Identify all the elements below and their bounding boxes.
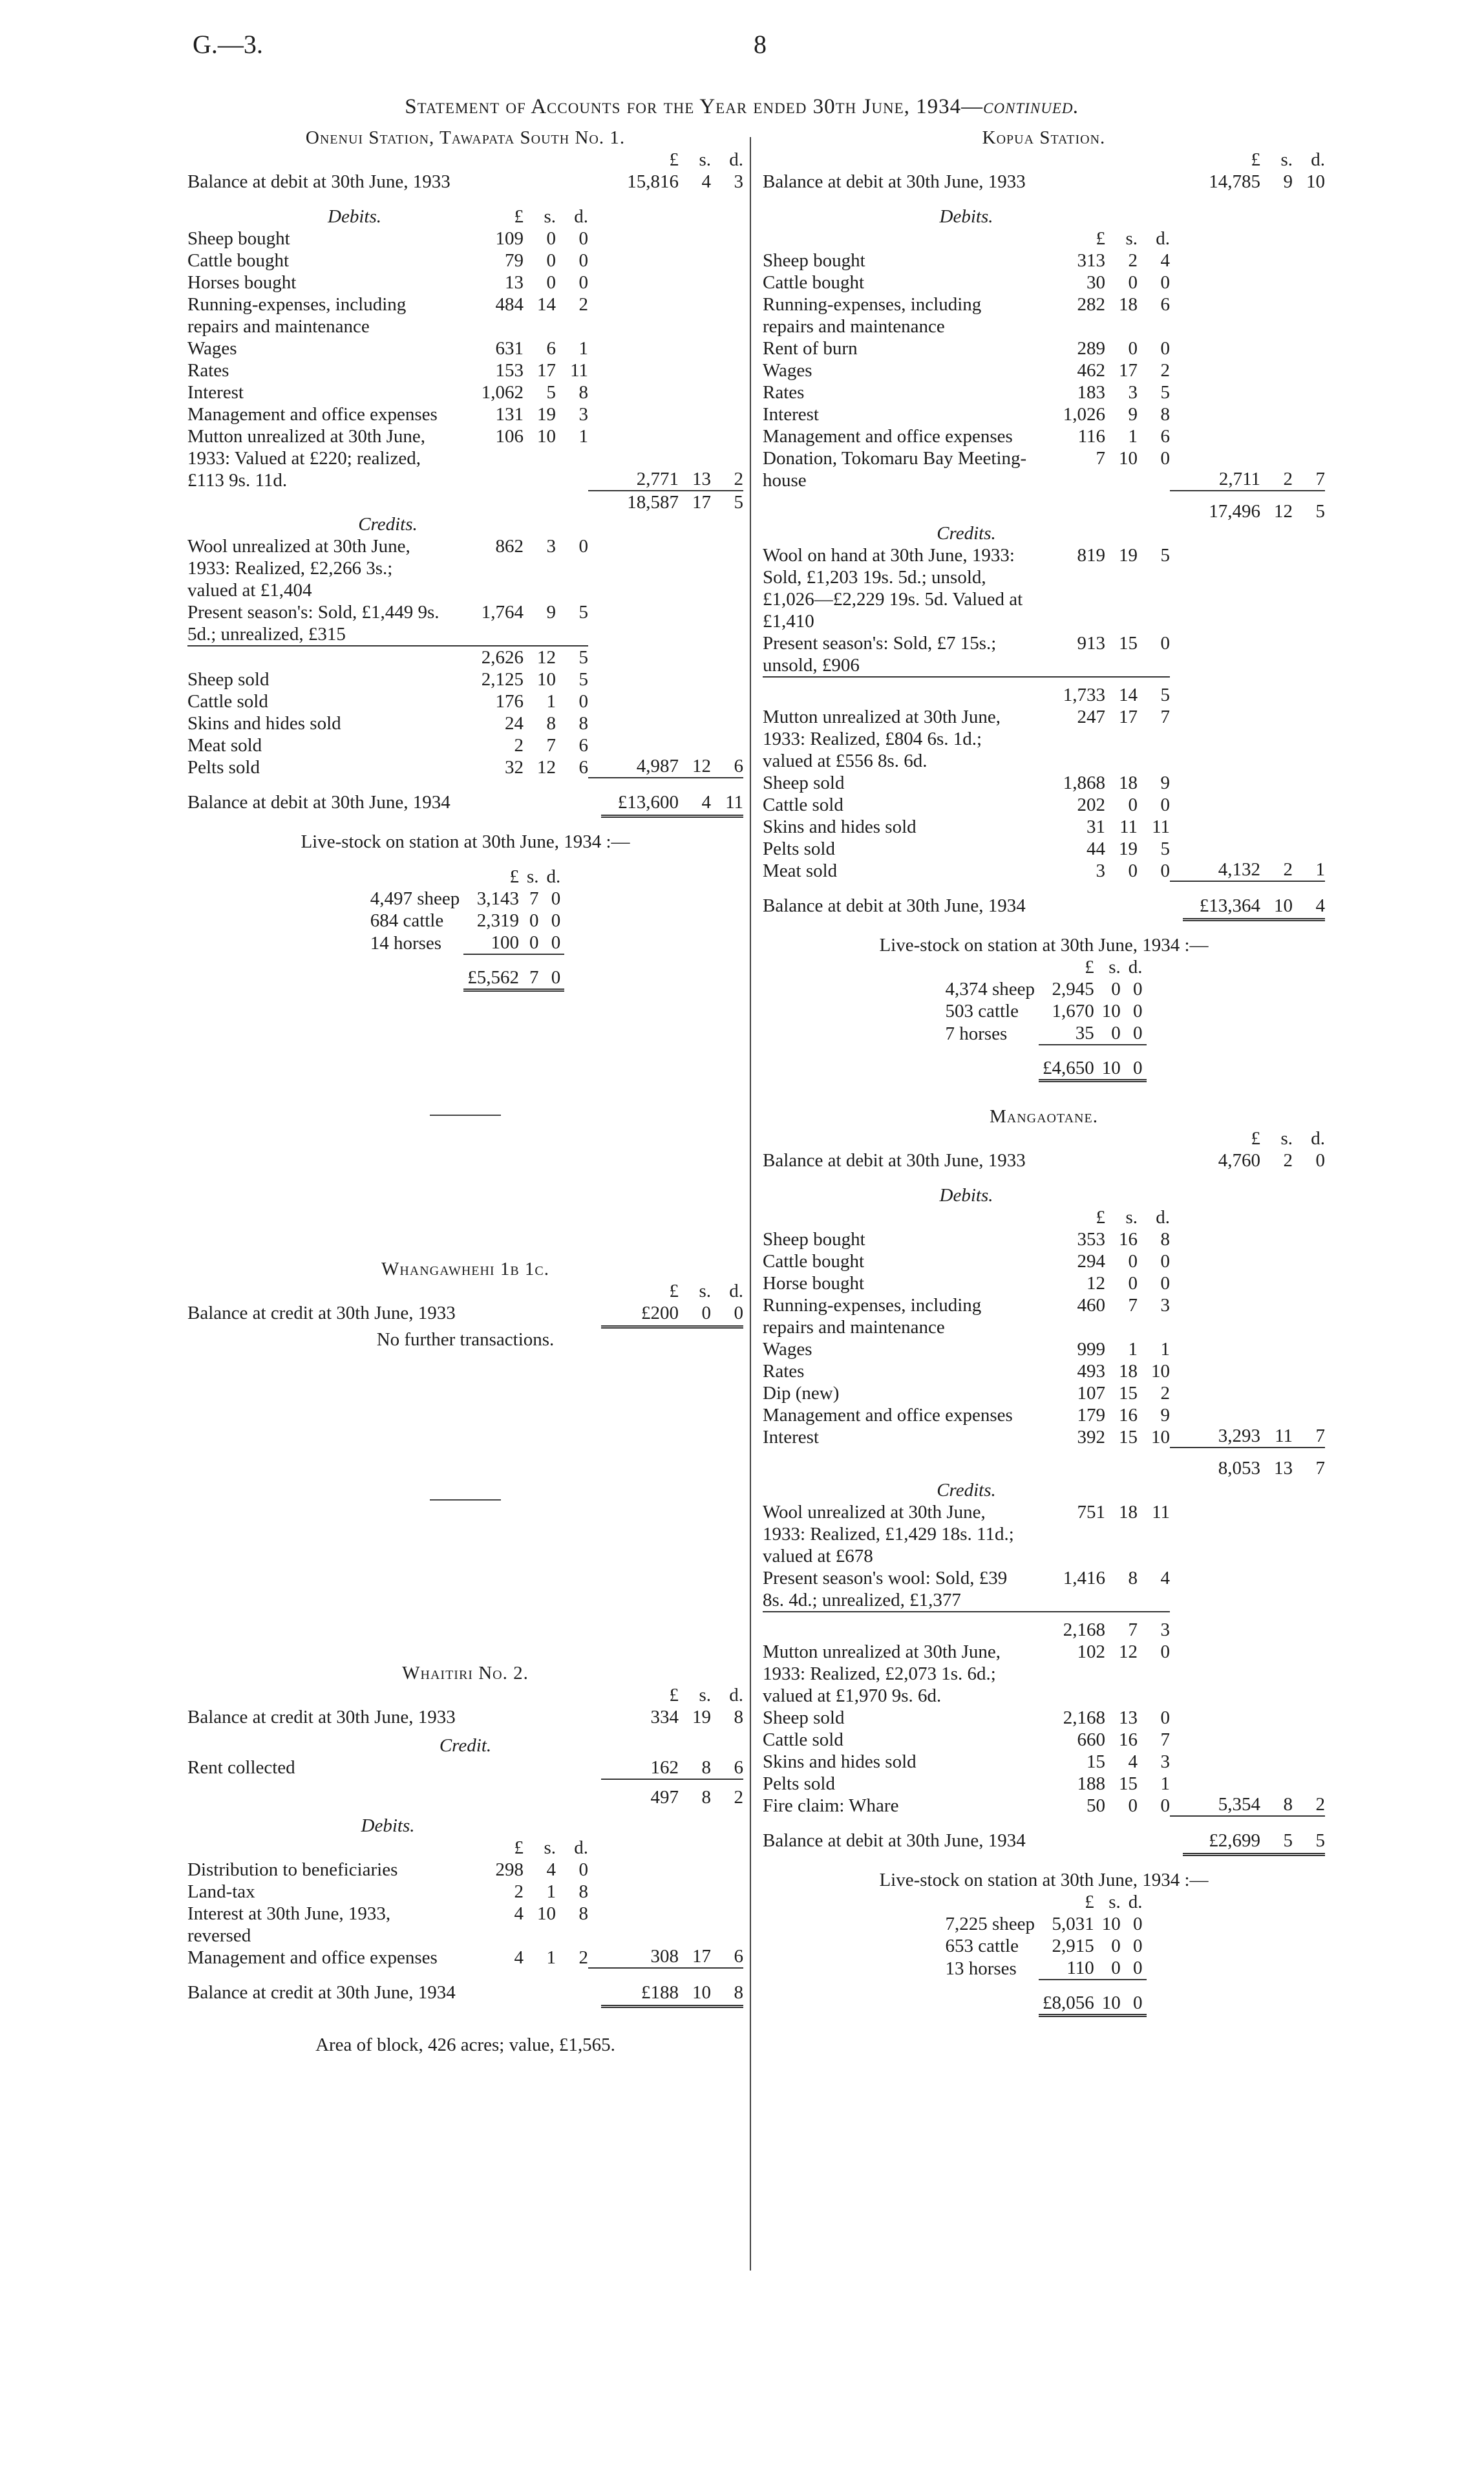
list-item: Rates 493 18 10	[763, 1361, 1170, 1382]
list-item: Mutton unrealized at 30th June, 1933: Realized, £2,073 1s. 6d.; valued at £1,970 9s. 6d. 102 12 0	[763, 1641, 1170, 1706]
onenui-opening-amount: 15,816 4 3	[627, 171, 743, 192]
table-row: 684 cattle 2,319 0 0	[370, 910, 561, 931]
list-item: Sheep sold 2,125 10 5	[187, 669, 588, 690]
mangaotane-livestock-table: £ s. d. 7,225 sheep 5,031 10 0 653 cattle 2,915 0 0 13 horses 110 0 0 £8,056 10 0	[941, 1891, 1146, 2017]
title-main: Statement of Accounts for the Year ended 30th June, 1934—	[405, 95, 984, 118]
mangaotane-livestock-total: £8,056 10 0	[941, 1980, 1146, 2016]
list-item: Mutton unrealized at 30th June, 1933: Valued at £220; realized, £113 9s. 11d. 106 10 1	[187, 426, 588, 491]
section-divider	[430, 1115, 501, 1116]
whaitiri-debits-total: 308 17 6	[588, 1945, 743, 1969]
table-row: 653 cattle 2,915 0 0	[945, 1936, 1143, 1956]
table-row: 14 horses 100 0 0	[366, 932, 565, 954]
list-item: Wages 462 17 2	[763, 360, 1170, 381]
list-item: Pelts sold 44 19 5	[763, 839, 1170, 859]
whangawhehi-opening-amount: £200 0 0	[601, 1302, 743, 1329]
table-row: 7 horses 35 0 0	[941, 1022, 1146, 1045]
list-item: Sheep bought 313 2 4	[763, 250, 1170, 271]
mangaotane-closing-row: Balance at debit at 30th June, 1934 £2,699 5 5	[763, 1830, 1325, 1856]
whaitiri-title: Whaitiri No. 2.	[402, 1663, 529, 1683]
kopua-opening-row: Balance at debit at 30th June, 1933 14,785 9 10	[763, 171, 1325, 192]
list-item: Skins and hides sold 15 4 3	[763, 1751, 1170, 1772]
table-row: 7,225 sheep 5,031 10 0	[945, 1914, 1143, 1934]
list-item: Cattle bought 79 0 0	[187, 250, 588, 271]
onenui-opening-row	[187, 171, 743, 193]
whaitiri-subtotal: 497 8 2	[650, 1787, 743, 1808]
title-continued: continued.	[983, 95, 1079, 118]
kopua-title: Kopua Station.	[982, 127, 1106, 148]
onenui-credits-total: 4,987 12 6	[588, 755, 743, 778]
mangaotane-section: Mangaotane. £ s. d. Balance at debit at 30th June, 1933 4,760 2 0 Debits. £ s. d. Sheep bought 353 16 8 Cattle bought 294 0 0 Horse bought 12 0 0 Running-expenses, including repairs and maintenance 460 7 3 Wages 999 1 1 Rates 493 18 10 Dip (new) 107 15 2 Management and office expenses 179 16 9 Interest 392 15 10 3,293 11 7 8,053 13 7 Credits. Wool unrealized at 30th June, 1933: Realized, £1,429 18s. 11d.; valued at £678 751 18 11 Present season's wool: Sold, £39 8s. 4d.; unrealized, £1,377 1,416 8 4 2,168 7 3 Mutton unrealized at 30th June, 1933: Realized, £2,073 1s. 6d.; valued at £1,970 9s. 6d. 102 12 0 Sheep sold 2,168 13 0 Cattle sold 660 16 7 Skins and hides sold 15 4 3 Pelts sold 188 15 1 Fire claim: Whare 50 0 0 5,354 8 2 Balance at debit at 30th June, 1934 £2,699 5 5 Live-stock on station at 30th June, 1934 :— £ s. d. 7,225 sheep 5,031 10 0 653 cattle 2,915 0 0 13 horses 110 0 0 £8,056 10 0	[763, 1106, 1325, 2017]
right-column	[763, 127, 1325, 2017]
whaitiri-opening-row: Balance at credit at 30th June, 1933 334 19 8	[187, 1707, 743, 1727]
list-item: Skins and hides sold 24 8 8	[187, 713, 588, 734]
mangaotane-opening-row: Balance at debit at 30th June, 1933 4,760 2 0	[763, 1150, 1325, 1171]
list-item: Mutton unrealized at 30th June, 1933: Realized, £804 6s. 1d.; valued at £556 8s. 6d. 247 17 7	[763, 707, 1170, 771]
list-item: Interest 1,062 5 8	[187, 382, 588, 403]
kopua-section: Kopua Station. £ s. d. Balance at debit at 30th June, 1933 14,785 9 10 Debits. £ s. d. Sheep bought 313 2 4 Cattle bought 30 0 0 Running-expenses, including repairs and maintenance 282 18 6 Rent of burn 289 0 0 Wages 462 17 2 Rates 183 3 5 Interest 1,026 9 8 Management and office expenses 116 1 6 Donation, Tokomaru Bay Meeting-house 7 10 0 2,711 2 7 17,496 12 5 Credits. Wool on hand at 30th June, 1933: Sold, £1,203 19s. 5d.; unsold, £1,026—£2,229 19s. 5d. Valued at £1,410 819 19 5 Present season's: Sold, £7 15s.; unsold, £906 913 15 0 1,733 14 5 Mutton unrealized at 30th June, 1933: Realized, £804 6s. 1d.; valued at £556 8s. 6d. 247 17 7 Sheep sold 1,868 18 9 Cattle sold 202 0 0 Skins and hides sold 31 11 11 Pelts sold 44 19 5 Meat sold 3 0 0 4,132 2 1 Balance at debit at 30th June, 1934 £13,364 10 4 Live-stock on station at 30th June, 1934 :— £ s. d. 4,374 sheep 2,945 0 0 503 cattle 1,670 10 0 7 horses 35 0 0 £4,650 10 0	[763, 127, 1325, 1082]
list-item: Present season's: Sold, £1,449 9s. 5d.; unrealized, £315 1,764 9 5	[187, 601, 588, 647]
onenui-opening-label: Balance at debit at 30th June, 1933	[187, 171, 450, 192]
onenui-closing-amount: £13,600 4 11	[601, 791, 743, 818]
left-column	[187, 127, 743, 2056]
list-item: Interest 1,026 9 8	[763, 404, 1170, 425]
list-item: Running-expenses, including repairs and maintenance 484 14 2	[187, 294, 588, 337]
mangaotane-credits-total: 5,354 8 2	[1170, 1793, 1325, 1817]
list-item: Cattle bought 30 0 0	[763, 272, 1170, 293]
list-item: Cattle bought 294 0 0	[763, 1251, 1170, 1272]
list-item: Skins and hides sold 31 11 11	[763, 817, 1170, 837]
mangaotane-livestock-heading: Live-stock on station at 30th June, 1934 :—	[879, 1870, 1209, 1890]
list-item: Sheep bought 353 16 8	[763, 1229, 1170, 1250]
currency-head	[187, 149, 743, 171]
list-item: Wool unrealized at 30th June, 1933: Realized, £1,429 18s. 11d.; valued at £678 751 18 11	[763, 1502, 1170, 1566]
list-item: Horses bought 13 0 0	[187, 272, 588, 293]
whangawhehi-note: No further transactions.	[376, 1329, 555, 1350]
whaitiri-credit-row: Rent collected 162 8 6	[187, 1757, 743, 1780]
list-item: Present season's: Sold, £7 15s.; unsold, £906 913 15 0	[763, 632, 1170, 678]
onenui-title: Onenui Station, Tawapata South No. 1.	[305, 127, 626, 148]
list-item: Rates 153 17 11	[187, 360, 588, 381]
column-divider	[750, 137, 751, 2271]
list-item: Sheep sold 1,868 18 9	[763, 773, 1170, 793]
whaitiri-area-note: Area of block, 426 acres; value, £1,565.	[315, 2035, 615, 2055]
list-item: Fire claim: Whare 50 0 0	[763, 1795, 1170, 1816]
table-row: 13 horses 110 0 0	[941, 1957, 1146, 1980]
page-number: 8	[754, 30, 767, 59]
list-item: Wool unrealized at 30th June, 1933: Realized, £2,266 3s.; valued at £1,404 862 3 0	[187, 536, 588, 601]
mangaotane-credits-heading: Credits.	[937, 1480, 996, 1501]
kopua-subtotal: 17,496 12 5	[1209, 501, 1325, 522]
whangawhehi-section: Whangawhehi 1b 1c. £ s. d. Balance at credit at 30th June, 1933 £200 0 0 No further transactions.	[187, 1259, 743, 1350]
kopua-wool-total: 1,733 14 5	[1063, 685, 1170, 705]
mangaotane-wool-total: 2,168 7 3	[1063, 1619, 1170, 1640]
onenui-debits-list	[187, 228, 588, 491]
kopua-credits-heading: Credits.	[937, 523, 996, 544]
list-item: Interest at 30th June, 1933, reversed 4 10 8	[187, 1903, 588, 1946]
kopua-livestock-table: £ s. d. 4,374 sheep 2,945 0 0 503 cattle 1,670 10 0 7 horses 35 0 0 £4,650 10 0	[941, 956, 1146, 1082]
list-item: Present season's wool: Sold, £39 8s. 4d.; unrealized, £1,377 1,416 8 4	[763, 1567, 1170, 1612]
list-item: Distribution to beneficiaries 298 4 0	[187, 1859, 588, 1880]
onenui-closing-label: Balance at debit at 30th June, 1934	[187, 792, 450, 813]
list-item: Meat sold 3 0 0	[763, 860, 1170, 881]
mangaotane-debits-heading: Debits.	[939, 1185, 993, 1206]
kopua-closing-amount: £13,364 10 4	[1183, 895, 1325, 921]
mangaotane-debits-total: 3,293 11 7	[1170, 1425, 1325, 1448]
list-item: Wages 999 1 1	[763, 1339, 1170, 1360]
list-item: Meat sold 2 7 6	[187, 735, 588, 756]
list-item: Management and office expenses 116 1 6	[763, 426, 1170, 447]
kopua-livestock-heading: Live-stock on station at 30th June, 1934 :—	[879, 935, 1209, 956]
list-item: Management and office expenses 4 1 2	[187, 1947, 588, 1968]
list-item: Pelts sold 188 15 1	[763, 1773, 1170, 1794]
list-item: Interest 392 15 10	[763, 1427, 1170, 1448]
pence-head: d.	[729, 149, 743, 170]
kopua-debits-heading: Debits.	[939, 206, 993, 227]
list-item: Cattle sold 660 16 7	[763, 1729, 1170, 1750]
onenui-livestock-table: £ s. d. 4,497 sheep 3,143 7 0 684 cattle 2,319 0 0 14 horses 100 0 0 £5,562 7 0	[366, 866, 565, 992]
kopua-debits-total: 2,711 2 7	[1170, 468, 1325, 491]
mangaotane-title: Mangaotane.	[990, 1106, 1098, 1127]
kopua-livestock-total: £4,650 10 0	[941, 1045, 1146, 1081]
list-item: Pelts sold 32 12 6	[187, 757, 588, 778]
onenui-credits-heading: Credits.	[358, 514, 418, 535]
whangawhehi-opening-row: Balance at credit at 30th June, 1933 £200 0 0	[187, 1302, 743, 1329]
list-item: Horse bought 12 0 0	[763, 1273, 1170, 1294]
onenui-section: Onenui Station, Tawapata South No. 1. £ s. d. Balance at debit at 30th June, 1933 15,816 4 3 Debits. £ s. d. Sheep bought 109 0 0 Cattle bought 79 0 0 Horses bought 13 0 0 Running-expenses, including repairs and maintenance 484 14 2 Wages 631 6 1 Rates 153 17 11 Interest 1,062 5 8 Management and office expenses 131 19 3 Mutton unrealized at 30th June, 1933: Valued at £220; realized, £113 9s. 11d. 106 10 1 2,771 13 2 18,587 17 5 Credits. Wool unrealized at 30th June, 1933: Realized, £2,266 3s.; valued at £1,404 862 3 0 Present season's: Sold, £1,449 9s. 5d.; unrealized, £315 1,764 9 5 2,626 12 5 Sheep sold 2,125 10 5 Cattle sold 176 1 0 Skins and hides sold 24 8 8 Meat sold 2 7 6 Pelts sold 32 12 6 4,987 12 6 Balance at debit at 30th June, 1934 £13,600 4 11 Live-stock on station at 30th June, 1934 :— £ s. d. 4,497 sheep 3,143 7 0 684 cattle 2,319 0 0 14 horses 100 0 0 £5,562 7 0	[187, 127, 743, 992]
shilling-head: s.	[699, 149, 711, 170]
kopua-credits-total: 4,132 2 1	[1170, 859, 1325, 882]
whaitiri-closing-amount: £188 10 8	[601, 1982, 743, 2008]
whaitiri-debits-heading: Debits.	[361, 1815, 415, 1836]
onenui-livestock-total: £5,562 7 0	[366, 954, 565, 990]
table-row: 4,497 sheep 3,143 7 0	[370, 888, 561, 909]
table-row: 4,374 sheep 2,945 0 0	[945, 979, 1143, 999]
list-item: Cattle sold 176 1 0	[187, 691, 588, 712]
list-item: Rates 183 3 5	[763, 382, 1170, 403]
series-code: G.—3.	[193, 30, 263, 59]
table-row: 503 cattle 1,670 10 0	[945, 1001, 1143, 1021]
list-item: Sheep bought 109 0 0	[187, 228, 588, 249]
onenui-wool-total: 2,626 12 5	[481, 647, 588, 668]
list-item: Management and office expenses 131 19 3	[187, 404, 588, 425]
whaitiri-closing-row: Balance at credit at 30th June, 1934 £188 10 8	[187, 1982, 743, 2008]
onenui-debits-total: 2,771 13 2	[588, 468, 743, 491]
onenui-closing-row	[187, 791, 743, 818]
page-title	[0, 96, 1484, 118]
list-item: Dip (new) 107 15 2	[763, 1383, 1170, 1404]
kopua-closing-row: Balance at debit at 30th June, 1934 £13,364 10 4	[763, 895, 1325, 921]
list-item: Running-expenses, including repairs and maintenance 282 18 6	[763, 294, 1170, 337]
onenui-debits-heading: Debits.	[328, 206, 381, 227]
onenui-livestock-heading: Live-stock on station at 30th June, 1934 :—	[301, 831, 630, 852]
list-item: Donation, Tokomaru Bay Meeting-house 7 10 0	[763, 448, 1170, 491]
list-item: Cattle sold 202 0 0	[763, 795, 1170, 815]
onenui-subtotal: 18,587 17 5	[627, 492, 743, 513]
list-item: Rent of burn 289 0 0	[763, 338, 1170, 359]
mangaotane-closing-amount: £2,699 5 5	[1183, 1830, 1325, 1856]
whangawhehi-title: Whangawhehi 1b 1c.	[381, 1259, 550, 1279]
pound-head: £	[669, 149, 679, 170]
list-item: Sheep sold 2,168 13 0	[763, 1707, 1170, 1728]
list-item: Wages 631 6 1	[187, 338, 588, 359]
list-item: Management and office expenses 179 16 9	[763, 1405, 1170, 1426]
list-item: Land-tax 2 1 8	[187, 1881, 588, 1902]
whaitiri-section: Whaitiri No. 2. £ s. d. Balance at credit at 30th June, 1933 334 19 8 Credit. Rent collected 162 8 6 497 8 2 Debits. £ s. d. Distribution to beneficiaries 298 4 0 Land-tax 2 1 8 Interest at 30th June, 1933, reversed 4 10 8 Management and office expenses 4 1 2 308 17 6 Balance at credit at 30th June, 1934 £188 10 8 Area of block, 426 acres; value, £1,565.	[187, 1663, 743, 2055]
whaitiri-credit-heading: Credit.	[439, 1735, 492, 1756]
list-item: Running-expenses, including repairs and maintenance 460 7 3	[763, 1295, 1170, 1338]
list-item: Wool on hand at 30th June, 1933: Sold, £1,203 19s. 5d.; unsold, £1,026—£2,229 19s. 5d. Valued at £1,410 819 19 5	[763, 545, 1170, 632]
mangaotane-subtotal: 8,053 13 7	[1218, 1458, 1325, 1479]
section-divider	[430, 1499, 501, 1501]
